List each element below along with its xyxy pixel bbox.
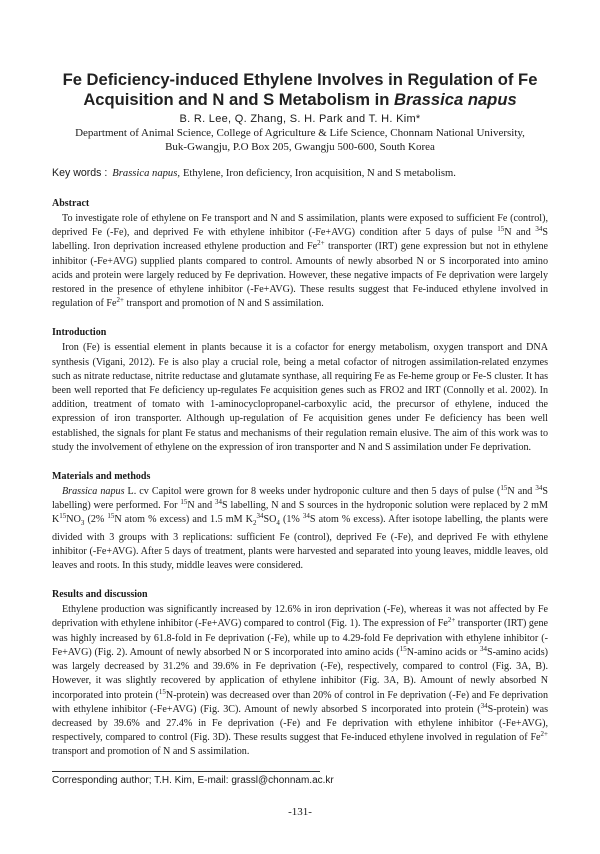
methods-text: Brassica napus L. cv Capitol were grown for 8 weeks under hydroponic culture and then 5 days of pulse ($^{15}$N and $^{34}$S labelling) were performed. For $^{15}$N and $^{34}$S labelling, N and S sources in the hydroponic solution were replaced by 2 mM $K^{15}NO_3$ (2% $^{15}$N atom % excess) and 1.5 mM $K_2^{34}SO_4$ (1% $^{34}$S atom % excess). After isotope labelling, the plants were divided with 3 groups with 3 replications: sufficient Fe (control), deprived Fe (-Fe), and deprived Fe with ethylene inhibitor (-Fe+AVG). After 5 days of treatment, plants were harvested and separated into young leaves, middle leaves, old leaves and roots. In this study, middle leaves were considered. xyxy=(52,484,549,572)
keywords-species: Brassica napus, xyxy=(112,168,180,179)
title-line-1: Fe Deficiency-induced Ethylene Involves in Regulation of Fe xyxy=(62,70,538,89)
affiliation xyxy=(52,126,548,154)
introduction-section xyxy=(52,326,548,455)
introduction-text: Iron (Fe) is essential element in plants because it is a cofactor for energy metabolism, oxygen transport and DNA synthesis (Vigani, 2012). Fe is also play a crucial role, being a metal cofactor of nitrogen assimilation-related enzymes such as nitrate reductase, nitrite reductase and glutamate synthase, all requiring Fe as Fe-heme group or Fe-S cluster. It has been well reported that Fe deficiency up-regulates Fe acquisition genes such as FRO2 and IRT (Connolly et al. 2002). In addition, treatment of tomato with 1-aminocyclopropanel-carboxylic acid, the precursor of ethylene, induced the expression of iron transporter. Although up-regulation of Fe acquisition genes under Fe deficiency has been well established, the signals for plant Fe status and mechanisms of their regulation remain elusive. The aim of this work was to study the involvement of ethylene on the expression of iron transporter and N and S assimilation under Fe deprivation. xyxy=(52,342,548,453)
results-section xyxy=(52,588,548,759)
methods-section xyxy=(52,470,548,573)
keywords-list: Ethylene, Iron deficiency, Iron acquisition, N and S metabolism. xyxy=(182,168,456,179)
affiliation-line-2: Buk-Gwangju, P.O Box 205, Gwangju 500-600, South Korea xyxy=(165,141,435,153)
paper-title xyxy=(52,0,548,110)
results-text: Ethylene production was significantly increased by 12.6% in iron deprivation (-Fe), whereas it was not affected by Fe deprivation with ethylene inhibitor (-Fe+AVG) compared to control (Fig. 1). The expression of $Fe^{2+}$ transporter (IRT) gene was highly increased by 61.8-fold in Fe deprivation (-Fe), while up to 4.29-fold Fe deprivation with ethylene inhibitor (-Fe+AVG) (Fig. 2). Amount of newly absorbed N or S incorporated into amino acids ($^{15}$N-amino acids or $^{34}$S-amino acids) was largely decreased by 31.2% and 39.6% in Fe deprivation (-Fe), respectively, compared to control (Fig. 3A, B). However, it was slightly recovered by application of ethylene inhibitor (Fig. 3A, B). Amount of newly absorbed N incorporated into protein ($^{15}$N-protein) was decreased over than 20% of control in Fe deprivation (-Fe) and Fe deprivation with ethylene inhibitor (-Fe+AVG) (Fig. 3C). Amount of newly absorbed S incorporated into protein ($^{34}$S-protein) was decreased by 39.6% and 27.4% in Fe deprivation (-Fe) and Fe deprivation with ethylene inhibitor (-Fe+AVG), respectively, compared to control (Fig. 3D). These results suggest that Fe-induced ethylene involved in regulation of $Fe^{2+}$ transport and promotion of N and S assimilation. xyxy=(52,604,548,758)
abstract-section xyxy=(52,197,548,311)
abstract-text: To investigate role of ethylene on Fe transport and N and S assimilation, plants were exposed to sufficient Fe (control), deprived Fe (-Fe), and deprived Fe with ethylene inhibitor (-Fe+AVG) condition after 5 days of pulse $^{15}$N and $^{34}$S labelling. Iron deprivation increased ethylene production and $Fe^{2+}$ transporter (IRT) gene expression but not in ethylene inhibitor (-Fe+AVG) supplied plants compared to control. Amounts of newly absorbed N or S incorporated into amino acids and protein were largely reduced by Fe deprivation. However, these negative impacts of Fe deprivation were largely restored in the presence of ethylene inhibitor (-Fe+AVG). These results suggest that Fe-induced ethylene involved in regulation of $Fe^{2+}$ transport and promotion of N and S assimilation. xyxy=(52,213,548,310)
title-species: Brassica napus xyxy=(394,90,517,109)
introduction-heading: Introduction xyxy=(52,327,107,339)
keywords xyxy=(52,167,548,179)
abstract-heading: Abstract xyxy=(52,198,90,209)
title-line-2: Acquisition and N and S Metabolism in xyxy=(83,90,395,109)
results-heading: Results and discussion xyxy=(52,589,148,601)
affiliation-line-1: Department of Animal Science, College of Agriculture & Life Science, Chonnam National University, xyxy=(75,127,525,139)
corresponding-author-footnote: Corresponding author; T.H. Kim, E-mail: grassl@chonnam.ac.kr xyxy=(52,775,334,786)
authors: B. R. Lee, Q. Zhang, S. H. Park and T. H. Kim* xyxy=(179,113,421,125)
page-number: -131- xyxy=(288,806,312,818)
footnote-divider xyxy=(52,771,320,772)
keywords-label: Key words : xyxy=(52,167,108,179)
methods-heading: Materials and methods xyxy=(52,471,151,483)
